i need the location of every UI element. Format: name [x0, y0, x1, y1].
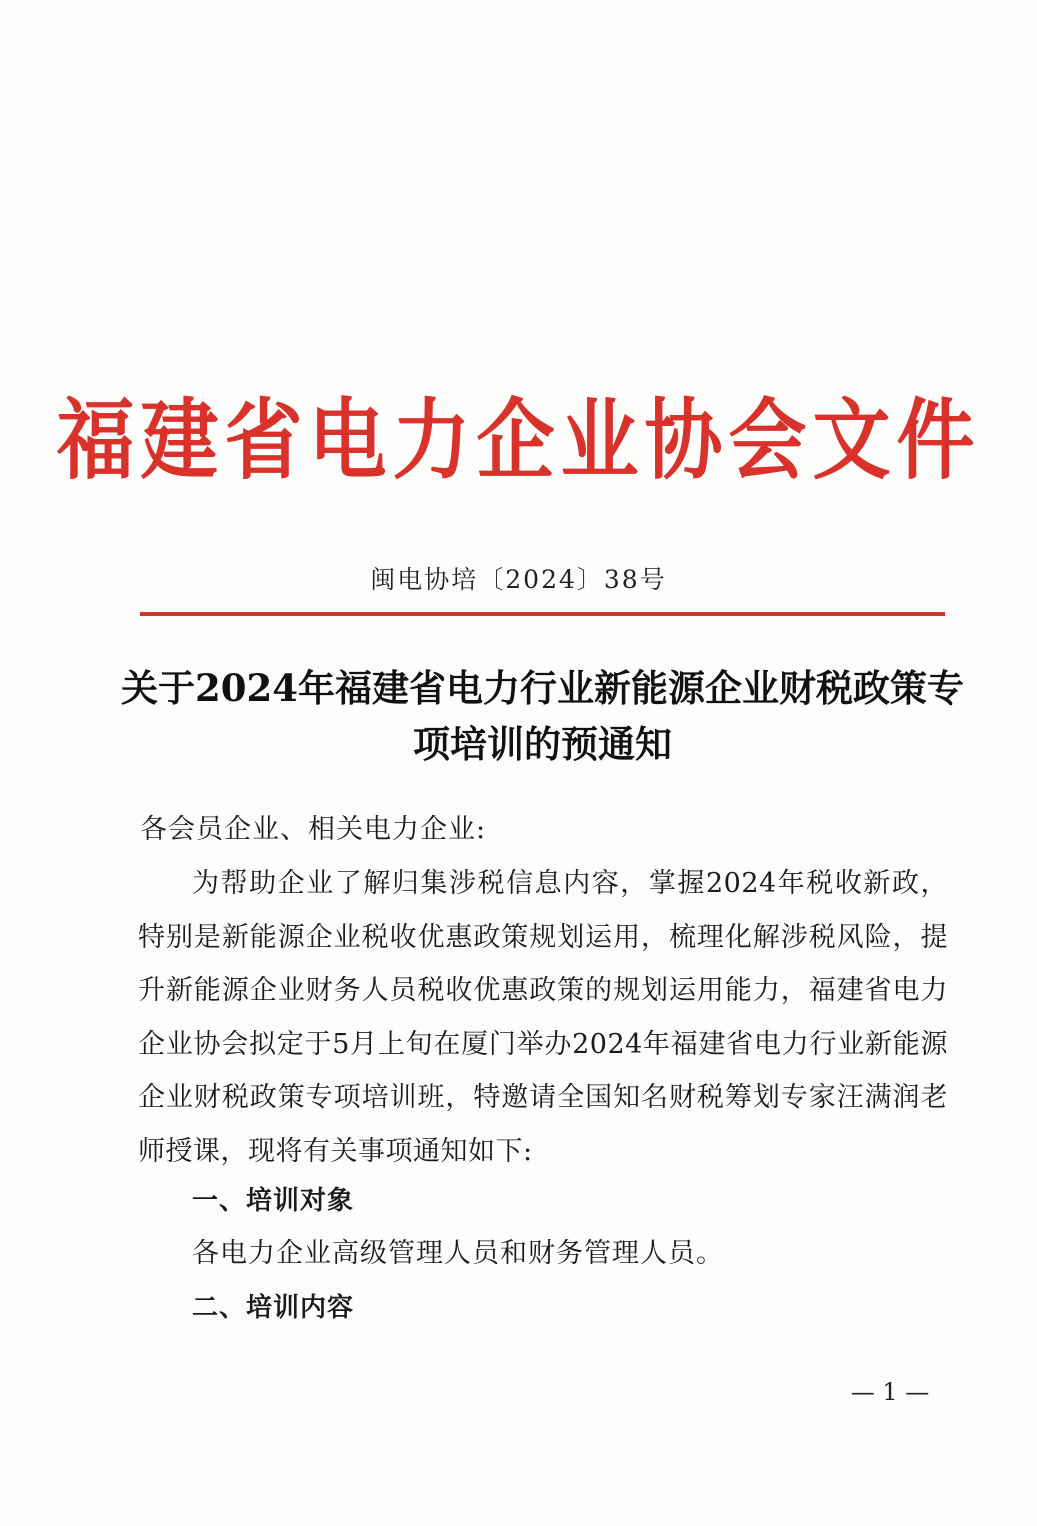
section-heading-training-target: 一、培训对象	[192, 1186, 355, 1216]
section-text-training-target: 各电力企业高级管理人员和财务管理人员。	[192, 1238, 724, 1269]
intro-paragraph: 为帮助企业了解归集涉税信息内容，掌握2024年税收新政，特别是新能源企业税收优惠政策规划运用，梳理化解涉税风险，提升新能源企业财务人员税收优惠政策的规划运用能力，福建省电力企业协会拟定于5月上旬在厦门举办2024年福建省电力行业新能源企业财税政策专项培训班，特邀请全国知名财税筹划专家汪满润老师授课，现将有关事项通知如下:	[138, 868, 948, 1167]
red-divider-line	[140, 612, 945, 616]
section-heading-training-content: 二、培训内容	[192, 1293, 355, 1323]
issuer-header-title: 福建省电力企业协会文件	[56, 391, 981, 492]
page-number: — 1 —	[850, 1378, 930, 1406]
document-number: 闽电协培〔2024〕38号	[370, 565, 667, 594]
salutation: 各会员企业、相关电力企业:	[140, 814, 487, 845]
notice-title: 关于2024年福建省电力行业新能源企业财税政策专项培训的预通知	[121, 666, 964, 766]
